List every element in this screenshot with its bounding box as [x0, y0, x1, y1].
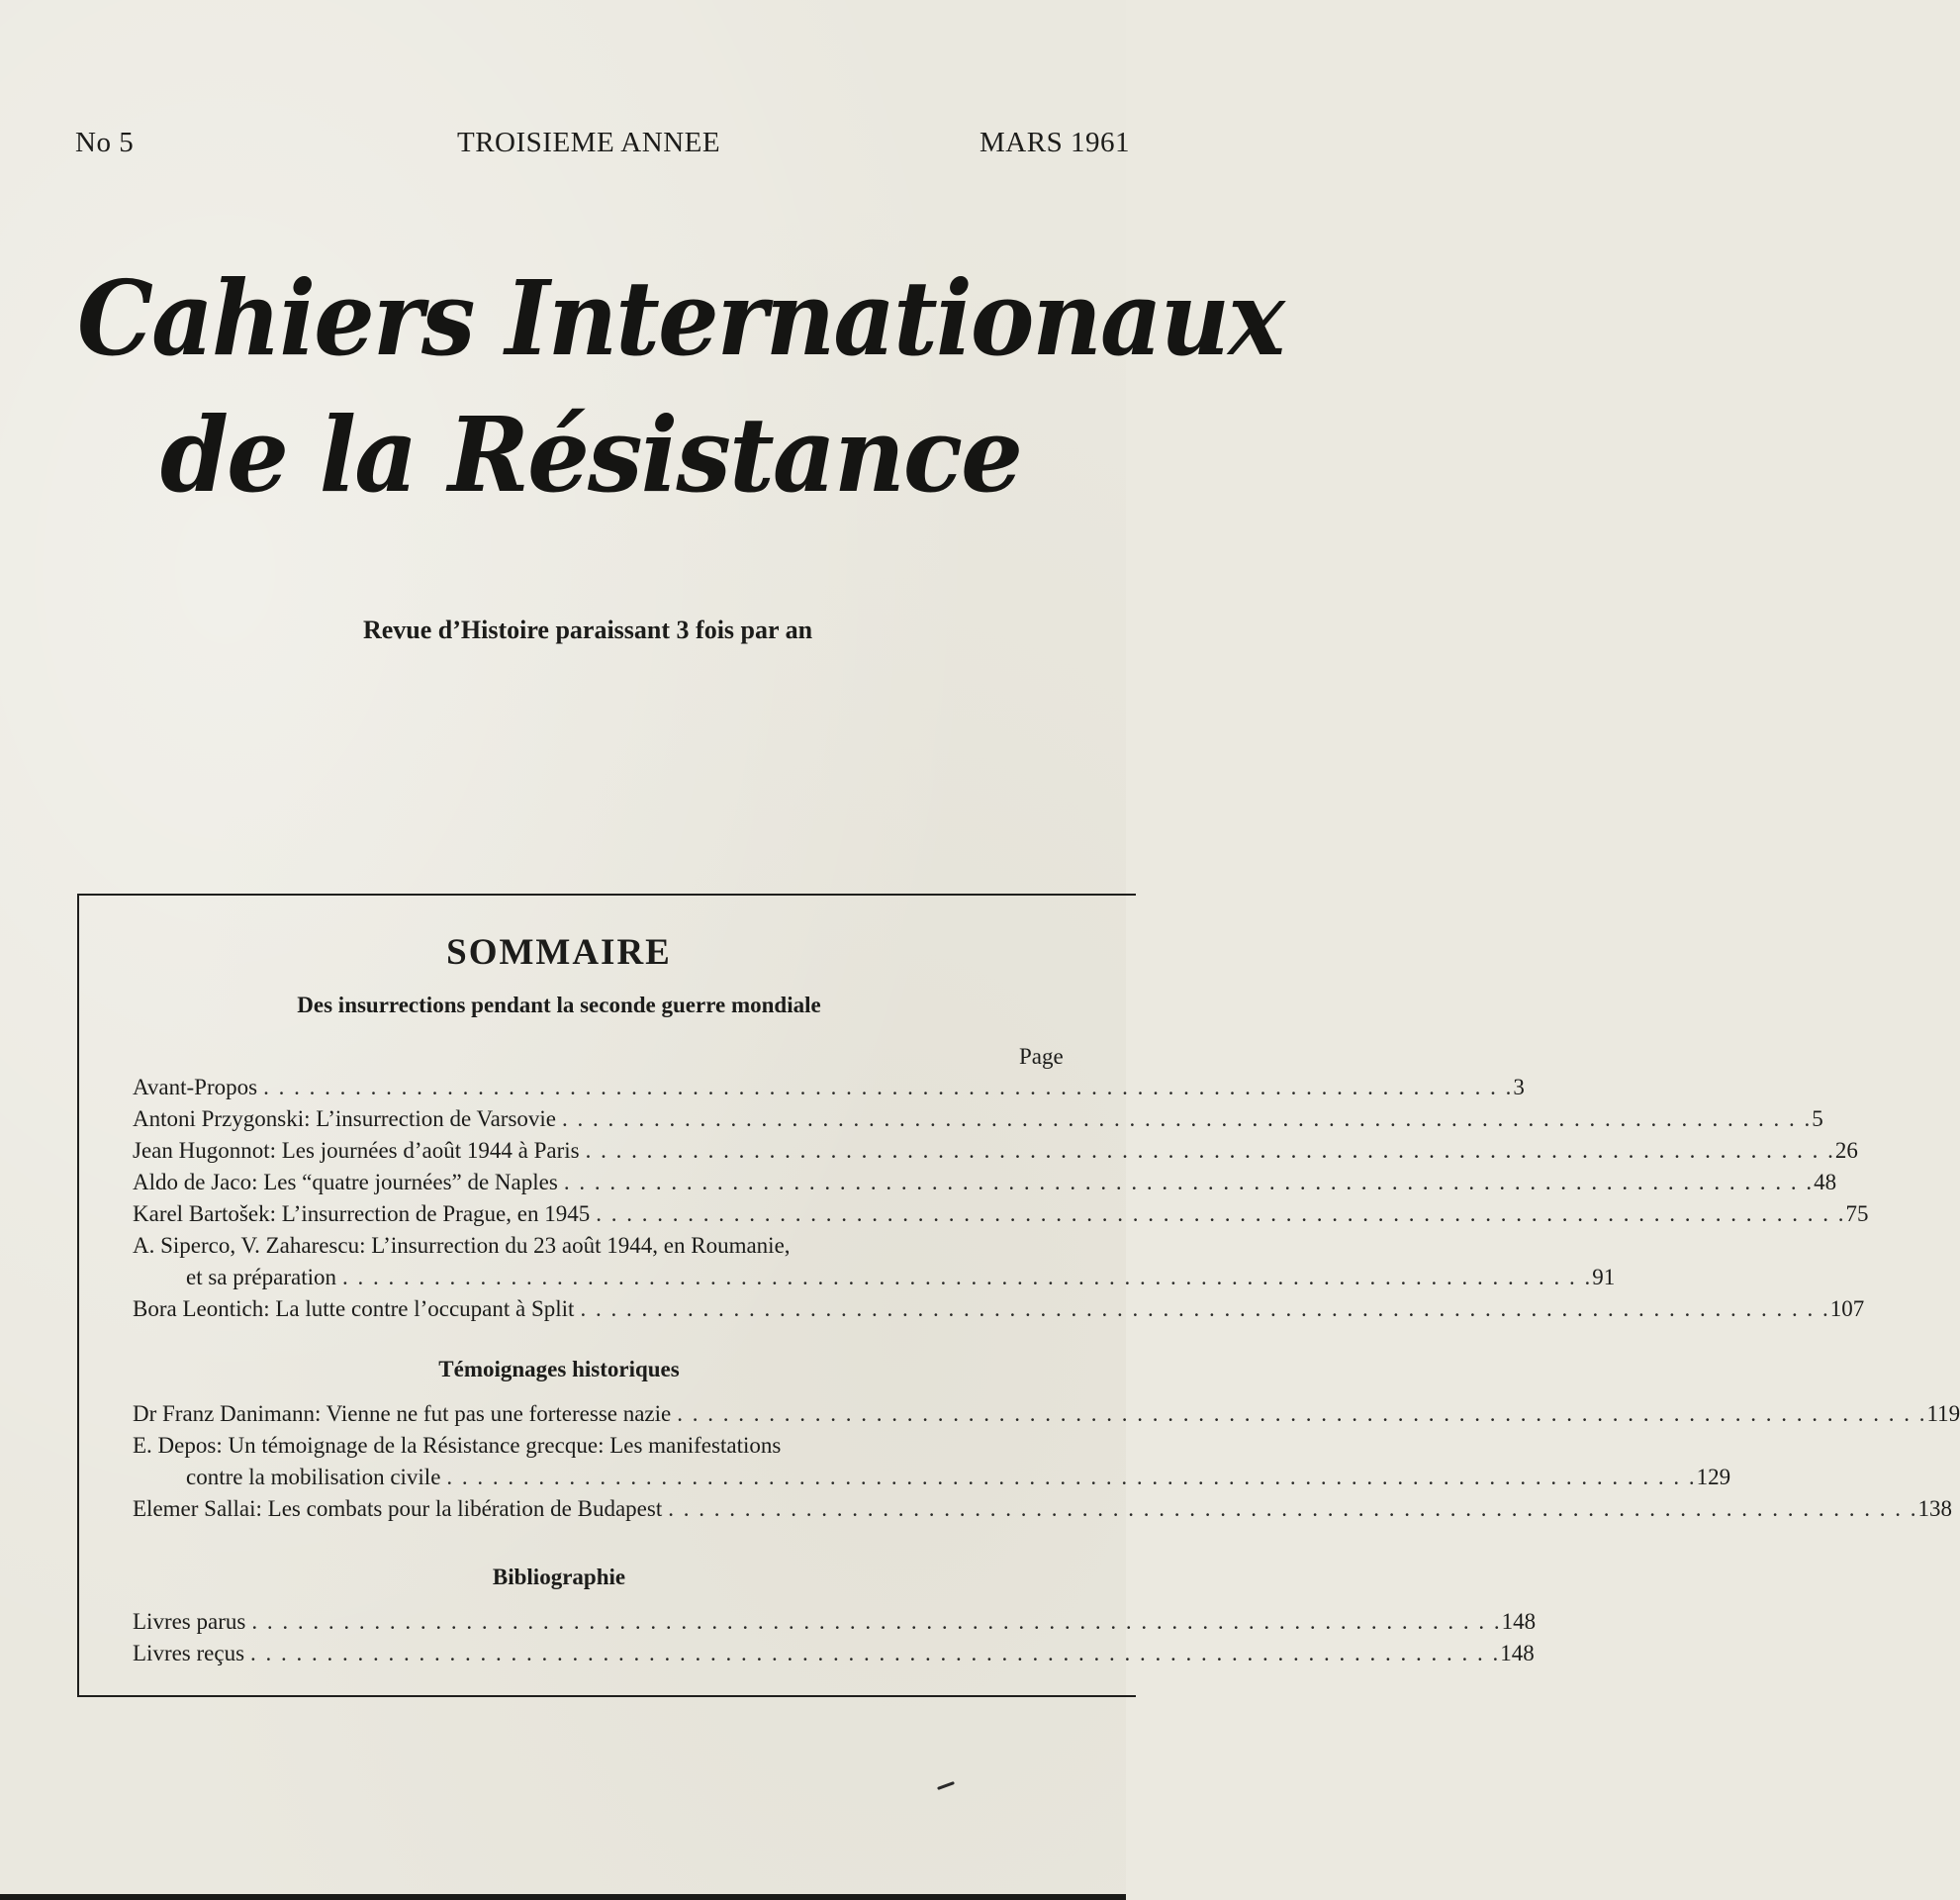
section-heading-bibliographie: Bibliographie — [492, 1565, 626, 1589]
toc-entry-page: 91 — [1592, 1265, 1616, 1289]
toc-entry-page: 129 — [1696, 1465, 1731, 1489]
issue-date: MARS 1961 — [980, 127, 1130, 158]
toc-entry-page: 48 — [1814, 1170, 1837, 1194]
toc-entry-title-line1: E. Depos: Un témoignage de la Résistance grecque: Les manifestations — [133, 1433, 782, 1458]
issue-number: No 5 — [75, 127, 135, 158]
masthead-line-1: Cahiers Internationaux — [77, 257, 1284, 379]
toc-entry — [133, 1638, 1535, 1669]
page-column-header: Page — [1019, 1044, 1064, 1069]
toc-entry-title: Antoni Przygonski: L’insurrection de Varsovie — [133, 1106, 557, 1131]
toc-entry — [133, 1167, 1837, 1198]
section-heading-temoignages: Témoignages historiques — [438, 1357, 680, 1381]
toc-entry-title: Jean Hugonnot: Les journées d’août 1944 à Paris — [133, 1138, 580, 1163]
toc-entry — [133, 1135, 1858, 1167]
toc-entry — [133, 1398, 1960, 1430]
masthead-title — [0, 247, 1284, 544]
leader-dots — [564, 1167, 1814, 1198]
toc-entry-page: 5 — [1812, 1106, 1823, 1131]
toc-entry-title-line2: contre la mobilisation civile — [186, 1465, 441, 1489]
toc-entry-title: Dr Franz Danimann: Vienne ne fut pas une forteresse nazie — [133, 1401, 672, 1426]
toc-entry-page: 3 — [1513, 1075, 1525, 1099]
toc-entry-title: Livres parus — [133, 1609, 246, 1634]
toc-theme: Des insurrections pendant la seconde guerre mondiale — [297, 993, 821, 1017]
toc-entry — [133, 1606, 1537, 1638]
toc-entry-page: 148 — [1501, 1609, 1537, 1634]
ink-speck — [937, 1781, 955, 1790]
leader-dots — [596, 1198, 1845, 1230]
leader-dots — [263, 1072, 1513, 1103]
page-bottom-edge — [0, 1894, 1126, 1900]
toc-entry — [133, 1493, 1952, 1525]
journal-subtitle: Revue d’Histoire paraissant 3 fois par an — [362, 616, 813, 644]
toc-entry-title: Aldo de Jaco: Les “quatre journées” de Naples — [133, 1170, 558, 1194]
toc-entry-title: Karel Bartošek: L’insurrection de Prague, en 1945 — [133, 1201, 591, 1226]
leader-dots — [250, 1638, 1500, 1669]
leader-dots — [251, 1606, 1501, 1638]
toc-entry-page: 138 — [1917, 1496, 1952, 1521]
issue-header — [0, 127, 1130, 166]
leader-dots — [580, 1293, 1829, 1325]
toc-entry — [186, 1262, 1616, 1293]
toc-entry — [133, 1103, 1823, 1135]
toc-entry-title: Bora Leontich: La lutte contre l’occupant à Split — [133, 1296, 575, 1321]
toc-entry-title: Livres reçus — [133, 1641, 245, 1665]
toc-entry-title: Avant-Propos — [133, 1075, 258, 1099]
leader-dots — [586, 1135, 1835, 1167]
toc-entry-page: 119 — [1926, 1401, 1960, 1426]
toc-entry-title-line2: et sa préparation — [186, 1265, 336, 1289]
volume-year: TROISIEME ANNEE — [457, 127, 721, 158]
toc-entry-page: 107 — [1829, 1296, 1865, 1321]
toc-entry — [133, 1072, 1525, 1103]
leader-dots — [446, 1462, 1696, 1493]
toc-entry-title: Elemer Sallai: Les combats pour la libération de Budapest — [133, 1496, 663, 1521]
toc-title: SOMMAIRE — [446, 932, 672, 973]
toc-entry-title-line1: A. Siperco, V. Zaharescu: L’insurrection du 23 août 1944, en Roumanie, — [133, 1233, 791, 1258]
leader-dots — [342, 1262, 1592, 1293]
leader-dots — [677, 1398, 1926, 1430]
leader-dots — [668, 1493, 1917, 1525]
toc-entry-page: 75 — [1845, 1201, 1869, 1226]
toc-entry — [133, 1198, 1869, 1230]
table-of-contents — [77, 894, 1960, 1697]
toc-entry — [133, 1293, 1865, 1325]
leader-dots — [562, 1103, 1812, 1135]
toc-entry-page: 26 — [1834, 1138, 1858, 1163]
toc-entry-page: 148 — [1500, 1641, 1535, 1665]
toc-entry — [186, 1462, 1731, 1493]
masthead-line-2: de la Résistance — [160, 394, 1022, 516]
